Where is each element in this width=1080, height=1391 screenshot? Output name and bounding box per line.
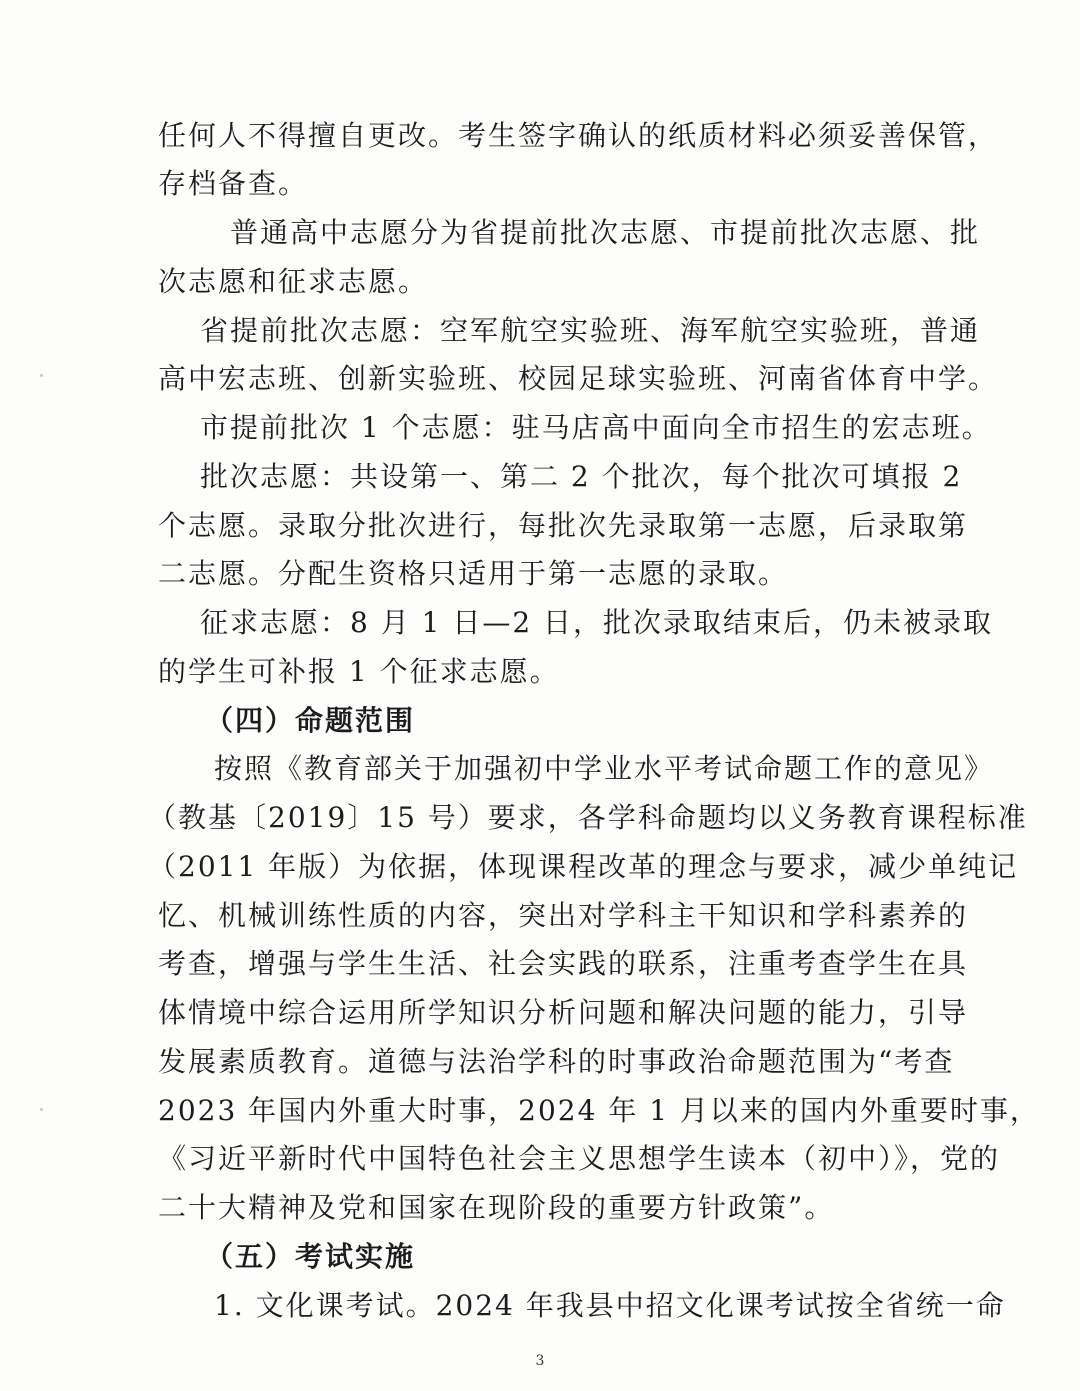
text-line: 1. 文化课考试。2024 年我县中招文化课考试按全省统一命 (214, 1289, 1006, 1322)
text-line: 体情境中综合运用所学知识分析问题和解决问题的能力，引导 (158, 996, 969, 1029)
text-line: 普通高中志愿分为省提前批次志愿、市提前批次志愿、批 (230, 216, 981, 249)
text-line: 2023 年国内外重大时事，2024 年 1 月以来的国内外重要时事， (158, 1094, 1040, 1127)
text-line: 发展素质教育。道德与法治学科的时事政治命题范围为“考查 (158, 1045, 955, 1078)
text-line: 任何人不得擅自更改。考生签字确认的纸质材料必须妥善保管， (158, 119, 999, 152)
text-line: 二十大精神及党和国家在现阶段的重要方针政策”。 (158, 1191, 835, 1224)
section-heading-4: （四）命题范围 (205, 704, 416, 737)
text-line: （教基〔2019〕15 号）要求，各学科命题均以义务教育课程标准 (148, 801, 1028, 834)
text-line: （2011 年版）为依据，体现课程改革的理念与要求，减少单纯记 (148, 850, 1019, 883)
section-heading-5: （五）考试实施 (205, 1240, 416, 1273)
text-line: 省提前批次志愿：空军航空实验班、海军航空实验班，普通 (200, 314, 981, 347)
scan-speck (40, 374, 43, 377)
text-line: 按照《教育部关于加强初中学业水平考试命题工作的意见》 (214, 752, 995, 785)
text-line: 忆、机械训练性质的内容，突出对学科主干知识和学科素养的 (158, 899, 969, 932)
text-line: 次志愿和征求志愿。 (158, 265, 429, 298)
text-line: 个志愿。录取分批次进行，每批次先录取第一志愿，后录取第 (158, 509, 969, 542)
text-line: 征求志愿：8 月 1 日—2 日，批次录取结束后，仍未被录取 (200, 606, 994, 639)
text-line: 考查，增强与学生生活、社会实践的联系，注重考查学生在具 (158, 947, 969, 980)
text-line: 《习近平新时代中国特色社会主义思想学生读本（初中）》，党的 (158, 1142, 1001, 1175)
text-line: 二志愿。分配生资格只适用于第一志愿的录取。 (158, 557, 789, 590)
text-line: 存档备查。 (158, 167, 309, 200)
scan-speck (40, 1108, 43, 1111)
text-line: 批次志愿：共设第一、第二 2 个批次，每个批次可填报 2 (200, 460, 963, 493)
text-line: 市提前批次 1 个志愿：驻马店高中面向全市招生的宏志班。 (200, 411, 992, 444)
page-number: 3 (535, 1353, 545, 1369)
text-line: 的学生可补报 1 个征求志愿。 (158, 655, 560, 688)
text-line: 高中宏志班、创新实验班、校园足球实验班、河南省体育中学。 (158, 362, 999, 395)
